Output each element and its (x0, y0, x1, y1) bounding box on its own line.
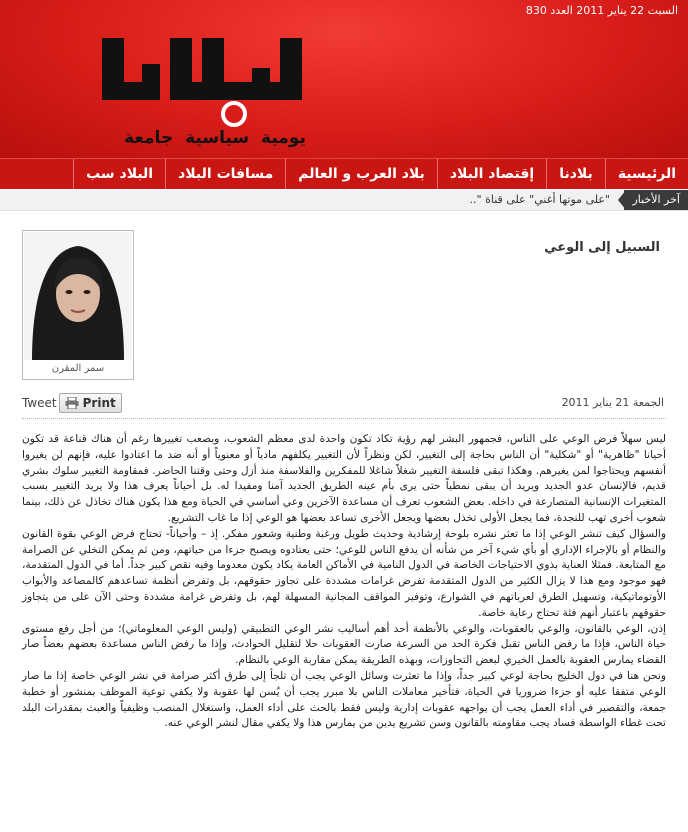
nav-item-arab-world[interactable]: بلاد العرب و العالم (285, 159, 437, 189)
author-photo (24, 232, 132, 360)
author-card (22, 230, 134, 380)
article-paragraph: إذن، الوعي بالقانون، والوعي بالعقوبات، والوعي بالأنظمة أحد أهم أساليب نشر الوعي التطبيقي (وليس الوعي المعلوماتي)؛ من أجل رفع مستوى حياة الناس، فإذا ما رفض الناس تقبل فكرة الحد من السرعة صارت العقوبات حلا لتقليل الحوادث، وإذا ما رفض الناس مساعدة بعضهم بعضاً صار القضاء يمارس العقوبة بالعمل الخيري لبعض التجاوزات، وبهذه الطريقة يمكن مقاربة الوعي بالنظام. (22, 622, 666, 667)
share-tools (22, 392, 122, 414)
divider (22, 418, 666, 419)
nav-item-local[interactable]: بلادنا (546, 159, 605, 189)
article-title: السبيل إلى الوعي (544, 240, 660, 255)
news-ticker (0, 190, 688, 211)
article-paragraph: والسؤال كيف تنشر الوعي إذا ما تعثر نشره بلوحة إرشادية وحديث طويل ورغبة وطنية وشعور مفكر. إذ – وأحياناً- تحتاج فرض الوعي بقوة القانون والنظام أو بالإجراء الإداري أو بأي شيء آخر من شأنه أن يدفع الناس للوعي؛ حتى يعتادوه ويصبح جزءا من حياتهم، ومن ثم يمكن التخلي عن الصرامة مع المتابعة. فمثلا العناية بذوي الاحتياجات الخاصة في الدول النامية في الأماكن العامة يكاد يكون معدوما وفيه نقص كبير جداً. أما في الدول المتقدمة، فهو موجود ومع هذا لا يزال الكثير من الدول المتقدمة تفرض غرامات مشددة على تجاوز حقوقهم، بل وتفرض أنظمة تساعدهم كالمصاعد والأبواب الأوتوماتيكية، وتسهيل الطرق لعرباتهم في الشوارع، وتوفير المواقف المجانية المسهلة لهم، بل وتفرض غرامة مشددة وحتى الآن على من يتجاوز حقوقهم باعتبار أنهم فئة تحتاج رعاية خاصة. (22, 527, 666, 619)
issue-date: السبت 22 يناير 2011 العدد 830 (525, 4, 678, 17)
print-label: Print (82, 396, 116, 410)
nav-item-distances[interactable]: مسافات البلاد (165, 159, 285, 189)
author-name[interactable]: سمر المقرن (51, 363, 105, 374)
article-body (22, 432, 666, 732)
ticker-headline[interactable]: "على موتها أغني" على قناة ".. (469, 193, 610, 206)
site-logo[interactable] (96, 34, 326, 134)
nav-item-economy[interactable]: إقتصاد البلاد (437, 159, 546, 189)
article-paragraph: ليس سهلاً فرض الوعي على الناس، فجمهور البشر لهم رؤية تكاد تكون واحدة لدى معظم الشعوب، وبصعب تغييرها رغم أن هناك قناعة قد تكون أحيانا "ظاهرية" أو "شكلية" أن الناس بحاجة إلى التغيير، لكن ونظراً لأن التغيير يكلفهم مادياً أو معنوياً أو أنه ضد ما اعتادوا عليه، فإنهم لن يغيروا أنفسهم ويحتاجوا لمن يغيرهم. وهكذا تبقى فلسفة التغيير شغلاً شاغلا للمفكرين والفلاسفة منذ أزل وحتى وقتنا الحاضر. فمقاومة التغيير سلوك بشري قديم، فالإنسان عدو الجديد ويريد أن يبقى نمطياً حتى يرى بأم عينه الطريق الجديد آمنا ومفيدا له. بل أحياناً يعرف هذا ولا يريد التغيير بسبب المتغيرات الإنسانية المتصارعة في داخله. بعض الشعوب تعرف أن مساعدة الآخرين وعي أساسي في الحياة ومع هذا يكون هناك تخاذل عن ذلك، بينما شعوب أخرى تهب للنجدة، فما يجعل الأولى تخذل بعضها ويجعل الأخرى تساعد بعضها هو الوعي إذا ما غاب التشريع. (22, 433, 666, 524)
main-nav (0, 158, 688, 189)
print-button[interactable] (59, 393, 122, 413)
masthead (0, 0, 688, 158)
printer-icon (65, 397, 79, 409)
ticker-arrow-icon (618, 190, 626, 210)
nav-item-sports[interactable]: البلاد سب (73, 159, 165, 189)
ticker-label: آخر الأخبار (624, 190, 688, 210)
article-paragraph: ونحن هنا في دول الخليج بحاجة لوعي كبير جداً، وإذا ما تعثرت وسائل الوعي يجب أن تلجأ إلى طرق أكثر صرامة في نشر الوعي خاصة إذا ما صار الوعي متفقا عليه أو جزءا ضروريا في الحياة، فتأخير معاملات الناس بلا مبرر يجب أن يُسن لها عقوبة ولا يكفي توعية الموظف بمنشور أو خطبة جمعة، والتقصير في أداء العمل يجب أن يواجهه عقوبات إدارية وليس فقط بالحث على أداء العمل، واستغلال المنصب وظيفياً والعبث بمقدرات البلد تحت غطاء الواسطة فساد يجب مقاومته بالقانون وسن تشريع يدين من يمارس هذا ولا يكفي مقال لنشر الوعي عنه. (22, 669, 666, 730)
publish-date: الجمعة 21 يناير 2011 (561, 396, 664, 409)
nav-item-home[interactable]: الرئيسية (605, 159, 688, 189)
site-tagline: يومية سياسية جامعة (124, 128, 306, 148)
tweet-button[interactable]: Tweet (22, 396, 57, 410)
